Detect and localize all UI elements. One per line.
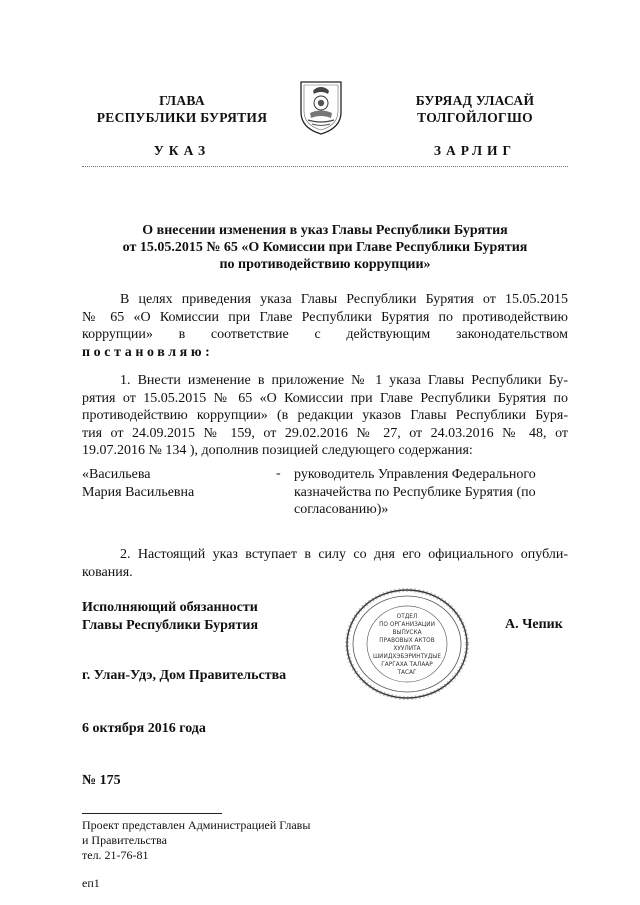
item1-line5: 19.07.2016 № 134 ), дополнив позицией следующего содержания: xyxy=(82,443,473,458)
member-name-line2: Мария Васильевна xyxy=(82,484,195,500)
header-left-line1: ГЛАВА xyxy=(159,93,205,108)
stamp-line7: ГАРГАХА ТАЛААР xyxy=(381,662,433,668)
title-line2: от 15.05.2015 № 65 «О Комиссии при Главе Республики Бурятия xyxy=(122,240,528,255)
stamp-line8: ТАСАГ xyxy=(397,670,417,676)
member-position-line1: руководитель Управления Федерального xyxy=(294,467,536,482)
footer-line3: тел. 21-76-81 xyxy=(82,848,149,862)
item2-paragraph xyxy=(82,546,568,581)
stamp-line5: ХУУЛИТА xyxy=(393,646,421,652)
official-stamp xyxy=(343,586,471,702)
item1-line3: противодействию коррупции» (в редакции указов Главы Республики Буря- xyxy=(82,408,568,423)
footer-note xyxy=(82,818,310,863)
item2-line2: кования. xyxy=(82,564,133,580)
item2-line1: 2. Настоящий указ вступает в силу со дня его официального опубли- xyxy=(120,547,568,562)
stamp-line4: ПРАВОВЫХ АКТОВ xyxy=(379,638,435,644)
preamble-line3: коррупции» в соответствие с действующим законодательством xyxy=(82,327,568,342)
member-position-line3: согласованию)» xyxy=(294,502,389,517)
signatory-title-line2: Главы Республики Бурятия xyxy=(82,618,259,633)
signatory-title-line1: Исполняющий обязанности xyxy=(82,600,258,615)
footer-line2: и Правительства xyxy=(82,833,167,847)
item1-paragraph xyxy=(82,372,568,460)
decree-date: 6 октября 2016 года xyxy=(82,721,206,736)
header-right-line1: БУРЯАД УЛАСАЙ xyxy=(415,93,535,108)
stamp-line6: ШИИДХЭБЭРИНТУДЫЕ xyxy=(372,654,442,660)
coat-of-arms-emblem xyxy=(298,78,344,136)
item1-line1: 1. Внести изменение в приложение № 1 указа Главы Республики Бу- xyxy=(120,373,568,388)
document-title xyxy=(82,222,568,273)
member-name xyxy=(82,466,194,501)
header-left-line2: РЕСПУБЛИКИ БУРЯТИЯ xyxy=(96,110,268,125)
member-position xyxy=(294,466,536,519)
item1-line2: рятия от 15.05.2015 № 65 «О Комиссии при Главе Республики Бурятия по xyxy=(82,390,568,406)
member-dash: - xyxy=(276,466,281,481)
footer-line1: Проект представлен Администрацией Главы xyxy=(82,818,311,832)
preamble-paragraph xyxy=(82,291,568,361)
member-name-line1: «Васильева xyxy=(82,467,151,482)
title-line1: О внесении изменения в указ Главы Республики Бурятия xyxy=(142,223,508,238)
signatory-title xyxy=(82,599,258,635)
decree-number: № 175 xyxy=(82,773,121,788)
doc-type-zarlig: ЗАРЛИГ xyxy=(433,143,517,158)
header-divider xyxy=(82,166,568,167)
header-left-title xyxy=(82,92,282,126)
decree-word: постановляю: xyxy=(82,344,214,360)
stamp-line2: ПО ОРГАНИЗАЦИИ xyxy=(379,622,435,628)
footer-code: еп1 xyxy=(82,876,100,890)
signatory-name: А. Чепик xyxy=(505,617,563,632)
footer-divider xyxy=(82,813,222,814)
doc-type-ukaz: УКАЗ xyxy=(153,143,211,158)
preamble-line1: В целях приведения указа Главы Республики Бурятия от 15.05.2015 xyxy=(120,292,568,307)
header-right-title xyxy=(380,92,570,126)
title-line3: по противодействию коррупции» xyxy=(219,257,431,272)
place-of-signing: г. Улан-Удэ, Дом Правительства xyxy=(82,668,287,683)
header-right-line2: ТОЛГОЙЛОГШО xyxy=(417,110,533,125)
stamp-line3: ВЫПУСКА xyxy=(392,630,422,636)
preamble-line2: № 65 «О Комиссии при Главе Республики Бурятия по противодействию xyxy=(82,309,568,325)
item1-line4: тия от 24.09.2015 № 159, от 29.02.2016 № 27, от 24.03.2016 № 48, от xyxy=(82,425,568,441)
member-position-line2: казначейства по Республике Бурятия (по xyxy=(294,484,536,500)
stamp-line1: ОТДЕЛ xyxy=(396,614,418,620)
